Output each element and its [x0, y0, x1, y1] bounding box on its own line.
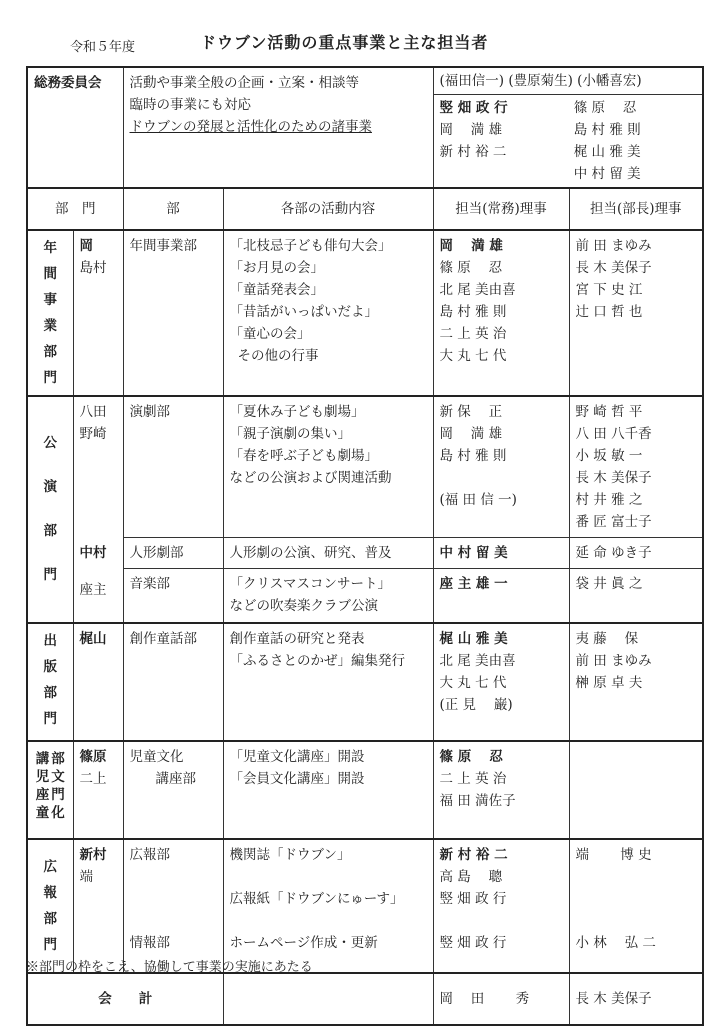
col-chief: 担当(部長)理事: [569, 188, 703, 230]
general-members: (福田信一) (豊原菊生) (小幡喜宏) 竪 畑 政 行 岡 満 雄 新 村 裕 二 篠 原 忍 島 村 雅 則 梶 山 雅 美 中 村 留 美: [433, 67, 703, 188]
col-exec: 担当(常務)理事: [433, 188, 569, 230]
section-koen-ningyo: 中村 人形劇部 人形劇の公演、研究、普及 中 村 留 美 延 命 ゆき子: [27, 538, 703, 569]
section-kaikei: 会 計 岡 田 秀 長 木 美保子: [27, 973, 703, 1025]
col-sub: 部: [123, 188, 223, 230]
duty-table: [26, 66, 704, 1026]
column-header-row: [27, 188, 703, 230]
section-koho: 広報部門 新村 端 広報部 情報部 機関誌「ドウブン」 広報紙「ドウブンにゅーす」 ホームページ作成・更新 新 村 裕 二 高 島 聰 竪 畑 政 行 竪 畑 政 行 端 博 史 小 林 弘 二: [27, 839, 703, 973]
section-jido: 講児座童 部文門化 篠原 二上 児童文化 講座部 「児童文化講座」開設 「会員文化講座」開設 篠 原 忍 二 上 英 治 福 田 満佐子: [27, 741, 703, 839]
section-koen-engeki: 公演部門 八田 野崎 演劇部 「夏休み子ども劇場」 「親子演劇の集い」 「春を呼ぶ子ども劇場」 などの公演および関連活動 新 保 正 岡 満 雄 島 村 雅 則 (福 田 信 一) 野 崎 哲 平 八 田 八千香 小 坂 敏 一 長 木 美保子 村 井 雅 之 番 匠 富士子: [27, 396, 703, 538]
page-title: ドウブン活動の重点事業と主な担当者: [200, 33, 489, 52]
section-nenkan: 年間事業部門 岡 島村 年間事業部 「北枝忌子ども俳句大会」 「お月見の会」 「童話発表会」 「昔話がいっぱいだよ」 「童心の会」 その他の行事 岡 満 雄 篠 原 忍 北 尾 美由喜 島 村 雅 則 二 上 英 治 大 丸 七 代 前 田 まゆみ 長 木 美保子 宮 下 史 江 辻 口 哲 也: [27, 230, 703, 396]
fiscal-year: 令和５年度: [70, 40, 136, 55]
section-shuppan: 出版部門 梶山 創作童話部 創作童話の研究と発表 「ふるさとのかぜ」編集発行 梶 山 雅 美 北 尾 美由喜 大 丸 七 代 (正 見 巌) 夷 藤 保 前 田 まゆみ 榊 原 卓 夫: [27, 623, 703, 741]
general-committee-row: [27, 67, 703, 188]
general-duties: 活動や事業全般の企画・立案・相談等 臨時の事業にも対応 ドウブンの発展と活性化のための諸事業: [123, 67, 433, 188]
general-committee-name: 総務委員会: [27, 67, 123, 188]
footnote: ※部門の枠をこえ、協働して事業の実施にあたる: [26, 960, 313, 975]
section-koen-ongaku: 座主 音楽部 「クリスマスコンサート」 などの吹奏楽クラブ公演 座 主 雄 一 袋 井 眞 之: [27, 569, 703, 623]
col-dept: 部 門: [27, 188, 123, 230]
col-content: 各部の活動内容: [223, 188, 433, 230]
